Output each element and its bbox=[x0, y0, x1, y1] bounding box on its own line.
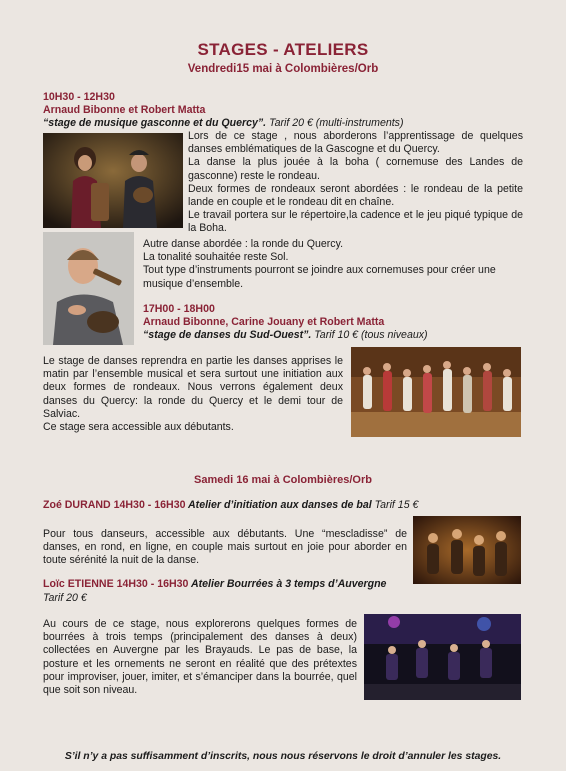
session4-price: Tarif 20 € bbox=[43, 592, 87, 604]
cancellation-notice: S’il n’y a pas suffisamment d’inscrits, nous nous réservons le droit d’annuler les stages. bbox=[64, 751, 502, 762]
friday-date-heading: Vendredi15 mai à Colombières/Orb bbox=[187, 63, 379, 75]
session1-paragraph-2: La danse la plus jouée à la boha ( cornemuse des Landes de gasconne) reste le rondeau. bbox=[188, 156, 523, 182]
session2-note: Ce stage sera accessible aux débutants. bbox=[43, 421, 234, 434]
dancers-circle-photo bbox=[351, 347, 521, 437]
session4-description: Au cours de ce stage, nous explorerons quelques formes de bourrées à trois temps (principalement des danses à deux) collectées en Auvergne par les Brayauds. Le pas de base, la posture et les ornements ne seront en réalité que des prétextes pour improviser, jouer, imiter, et s’émanciper dans la bourrée, quel que soit son niveau. bbox=[43, 618, 357, 697]
session2-course-line bbox=[143, 329, 523, 342]
session1-course-line bbox=[43, 117, 523, 130]
session2-description bbox=[43, 355, 343, 434]
session1-time: 10H30 - 12H30 bbox=[43, 91, 115, 103]
session1-course: “stage de musique gasconne et du Quercy”. bbox=[43, 117, 267, 129]
night-dance-photo-image bbox=[413, 516, 521, 584]
session1-paragraph-1: Lors de ce stage , nous aborderons l’apprentissage de quelques danses emblématiques de la Gascogne et du Quercy. bbox=[188, 130, 523, 156]
session3-course: Atelier d’initiation aux danses de bal bbox=[185, 499, 372, 511]
page-title: STAGES - ATELIERS bbox=[197, 40, 369, 59]
saturday-date-heading: Samedi 16 mai à Colombières/Orb bbox=[194, 474, 372, 486]
session1-price: Tarif 20 € (multi-instruments) bbox=[266, 117, 404, 129]
session2-price: Tarif 10 € (tous niveaux) bbox=[311, 329, 428, 341]
session2-body: Le stage de danses reprendra en partie les danses apprises le matin par l’ensemble musical et sera surtout une initiation aux deux formes de rondeaux. Nous verrons également deux danses du Quercy: la ronde du Quercy et le demi tour de Salviac. bbox=[43, 355, 343, 420]
bagpipe-player-photo bbox=[43, 232, 134, 345]
concert-photo-image bbox=[364, 614, 521, 700]
session3-description: Pour tous danseurs, accessible aux débutants. Une “mescladisse” de danses, en rond, en ligne, en couple mais surtout en joie pour aborder en toute sérénité la nuit de la danse. bbox=[43, 528, 407, 567]
session1-paragraph-7: Tout type d’instruments pourront se joindre aux cornemuses pour créer une musique d’ensemble. bbox=[143, 264, 496, 290]
bagpipe-player-photo-image bbox=[43, 232, 134, 345]
session1-teachers: Arnaud Bibonne et Robert Matta bbox=[43, 104, 206, 116]
night-dance-photo bbox=[413, 516, 521, 584]
session3-teacher-time: Zoé DURAND 14H30 - 16H30 bbox=[43, 499, 186, 511]
session2-teachers: Arnaud Bibonne, Carine Jouany et Robert Matta bbox=[143, 316, 385, 328]
session3-price: Tarif 15 € bbox=[371, 499, 419, 511]
dancers-circle-photo-image bbox=[351, 347, 521, 437]
musicians-photo-image bbox=[43, 133, 183, 228]
session2-course: “stage de danses du Sud-Ouest”. bbox=[143, 329, 312, 341]
session4-header bbox=[43, 578, 413, 591]
session1-paragraph-4: Le travail portera sur le répertoire,la cadence et le jeu piqué typique de la Boha. bbox=[188, 209, 523, 235]
session1-paragraph-6: La tonalité souhaitée reste Sol. bbox=[143, 251, 289, 264]
concert-photo bbox=[364, 614, 521, 700]
session1-description bbox=[188, 130, 523, 236]
session1-paragraph-5: Autre danse abordée : la ronde du Quercy. bbox=[143, 238, 344, 250]
session2-time: 17H00 - 18H00 bbox=[143, 303, 215, 315]
session1-description-cont bbox=[143, 238, 525, 291]
session4-teacher-time: Loïc ETIENNE 14H30 - 16H30 bbox=[43, 578, 189, 590]
session1-paragraph-3: Deux formes de rondeaux seront abordées : le rondeau de la petite lande en couple et le rondeau dit en chaîne. bbox=[188, 182, 523, 209]
session3-header bbox=[43, 499, 523, 512]
musicians-photo bbox=[43, 133, 183, 228]
session4-course: Atelier Bourrées à 3 temps d’Auvergne bbox=[188, 578, 387, 590]
